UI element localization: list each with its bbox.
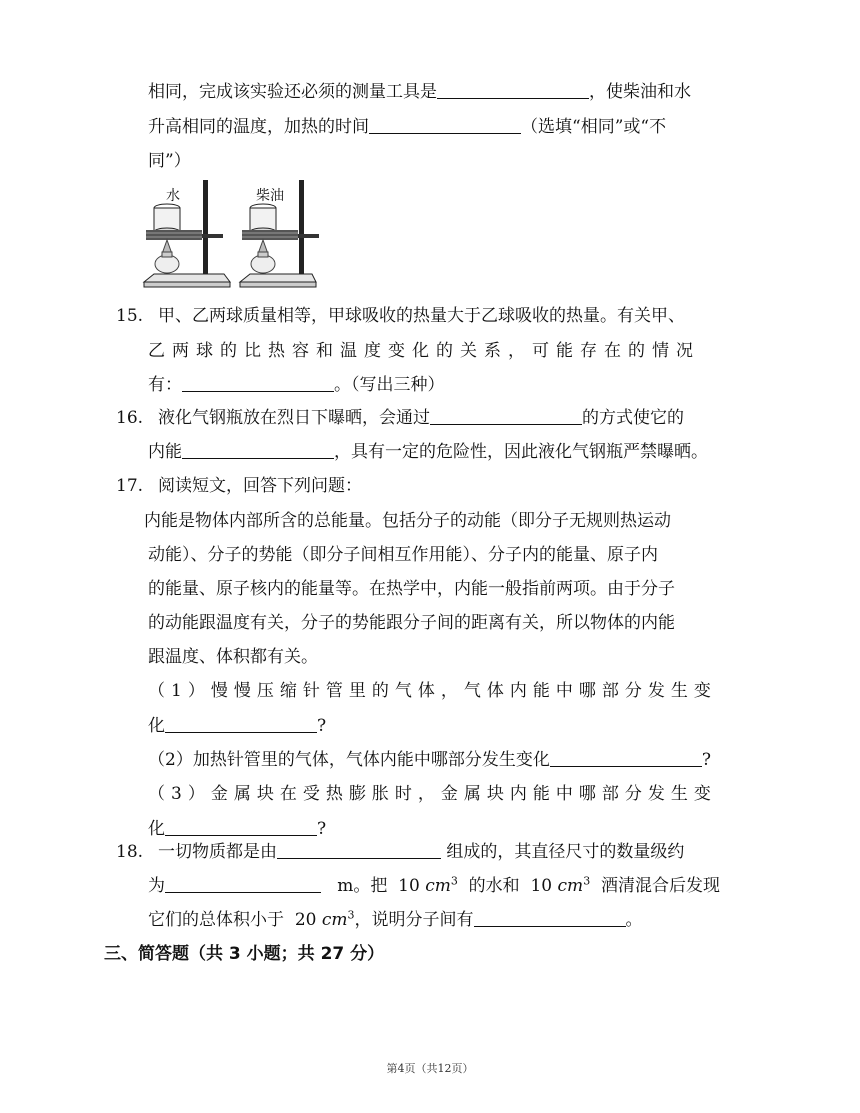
q18-line-3: 它们的总体积小于 20 $cm^3$，说明分子间有 。 bbox=[148, 908, 643, 930]
q17-para-5: 跟温度、体积都有关。 bbox=[148, 647, 318, 667]
experiment-figure bbox=[140, 178, 320, 296]
q16-line-2: 内能 ，具有一定的危险性，因此液化气钢瓶严禁曝晒。 bbox=[148, 442, 708, 462]
q17-sub-3: （3）金属块在受热膨胀时，金属块内能中哪部分发生变 bbox=[148, 784, 717, 804]
q16-line-1: 16. 液化气钢瓶放在烈日下曝晒，会通过 的方式使它的 bbox=[116, 408, 684, 428]
q17-sub-1-answer: 化 ? bbox=[148, 716, 327, 736]
q14-line-2: 升高相同的温度，加热的时间 （选填“相同”或“不 bbox=[148, 117, 667, 137]
q18-blank-gap[interactable] bbox=[474, 908, 626, 927]
q17-sub-1: （1）慢慢压缩针管里的气体，气体内能中哪部分发生变 bbox=[148, 681, 717, 701]
q17-blank-3[interactable] bbox=[165, 817, 317, 836]
diesel-apparatus bbox=[240, 180, 319, 287]
q18-blank-particle[interactable] bbox=[277, 840, 441, 859]
q17-para-2: 动能）、分子的势能（即分子间相互作用能）、分子内的能量、原子内 bbox=[148, 545, 658, 565]
q17-sub-3-answer: 化 ? bbox=[148, 819, 327, 839]
q14-blank-time[interactable] bbox=[369, 115, 521, 134]
q17-para-4: 的动能跟温度有关，分子的势能跟分子间的距离有关，所以物体的内能 bbox=[148, 613, 675, 633]
q18-blank-magnitude[interactable] bbox=[165, 874, 321, 893]
q14-blank-tool[interactable] bbox=[437, 80, 589, 99]
q17-title: 17. 阅读短文，回答下列问题： bbox=[116, 476, 362, 496]
page-footer: 第4页（共12页） bbox=[386, 1062, 474, 1075]
label-diesel: 柴油 bbox=[256, 188, 284, 204]
q15-line-2: 乙两球的比热容和温度变化的关系，可能存在的情况 bbox=[148, 341, 700, 361]
q14-line-1: 相同，完成该实验还必须的测量工具是 ，使柴油和水 bbox=[148, 82, 691, 102]
q17-para-3: 的能量、原子核内的能量等。在热学中，内能一般指前两项。由于分子 bbox=[148, 579, 675, 599]
q17-blank-1[interactable] bbox=[165, 714, 317, 733]
label-water: 水 bbox=[166, 188, 180, 204]
q18-line-1: 18. 一切物质都是由 组成的，其直径尺寸的数量级约 bbox=[116, 842, 685, 862]
q15-blank[interactable] bbox=[182, 373, 334, 392]
q17-sub-2: （2）加热针管里的气体，气体内能中哪部分发生变化 ? bbox=[148, 750, 711, 770]
q14-line-3: 同”） bbox=[148, 151, 191, 171]
q17-para-1: 内能是物体内部所含的总能量。包括分子的动能（即分子无规则热运动 bbox=[144, 511, 671, 531]
q15-line-1: 15. 甲、乙两球质量相等，甲球吸收的热量大于乙球吸收的热量。有关甲、 bbox=[116, 306, 685, 326]
section-3-title: 三、简答题（共 3 小题；共 27 分） bbox=[104, 944, 385, 964]
q16-blank-method[interactable] bbox=[430, 406, 582, 425]
q15-line-3: 有： 。（写出三种） bbox=[148, 375, 445, 395]
q17-blank-2[interactable] bbox=[550, 748, 702, 767]
q16-blank-energy[interactable] bbox=[182, 440, 334, 459]
water-apparatus bbox=[144, 180, 230, 287]
q18-line-2: 为 m。把 10 $cm^3$ 的水和 10 $cm^3$ 酒清混合后发现 bbox=[148, 874, 720, 896]
